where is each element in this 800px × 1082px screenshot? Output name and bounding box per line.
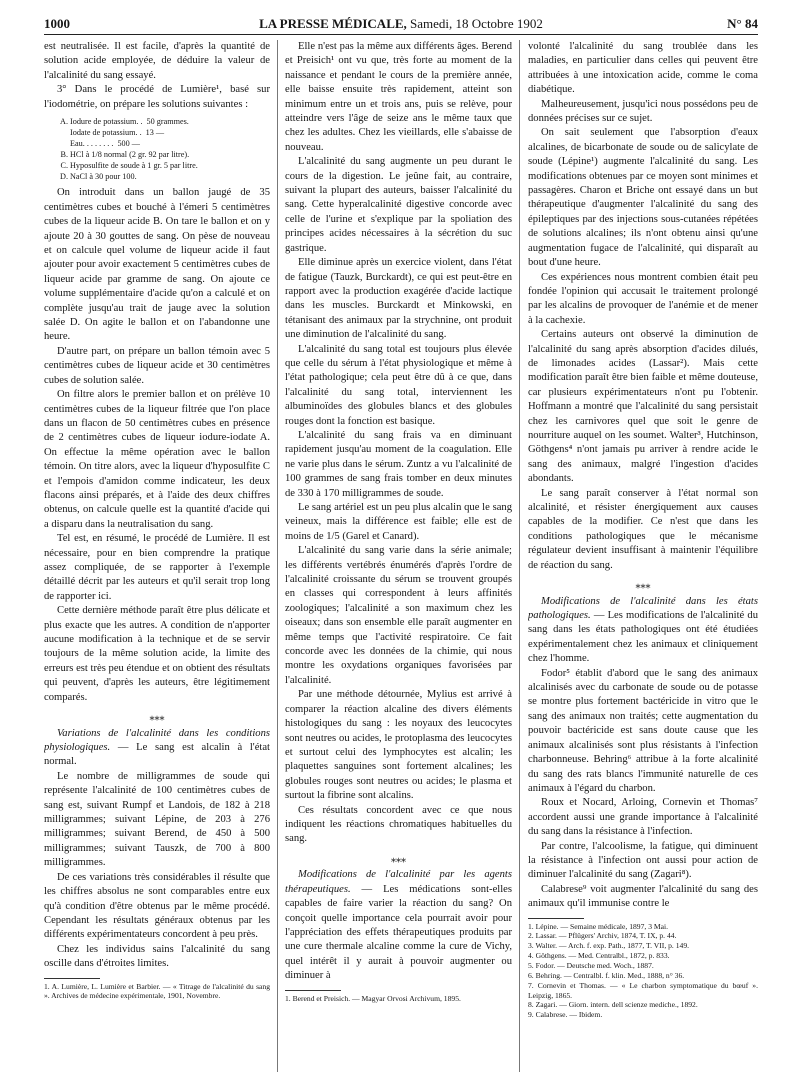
journal-title-line xyxy=(44,16,758,32)
footnote: 9. Calabrese. — Ibidem. xyxy=(528,1010,603,1020)
paragraph: On filtre alors le premier ballon et on prélève 10 centimètres cubes de la liqueur filtrée que l'on place dans un flacon de 50 centimètres cubes en présence de 2 centimètres cubes de liqueur iodure-iodate A. On effectue la même opération avec le ballon témoin. On titre alors, avec la liqueur d'hyposulfite C et l'empois d'amidon comme indicateur, les deux flacons ainsi préparés, et à l'aide des deux chiffres obtenus, on calcule quelle est la quantité d'acide qui a disparu dans la neutralisation du sang. xyxy=(44,389,270,530)
paragraph: 3° Dans le procédé de Lumière¹, basé sur l'iodométrie, on prépare les solutions suivantes : xyxy=(44,84,270,110)
paragraph: Elle diminue après un exercice violent, dans l'état de fatigue (Tauzk, Burckardt), ce qui est peut-être en rapport avec la production exagérée d'acide lactique dans les muscles. Burckardt et Minkowski, en tétanisant des animaux par la strychnine, ont produit une diminution de l'alcalinité du sang. xyxy=(285,257,512,341)
paragraph: Malheureusement, jusqu'ici nous possédons peu de données précises sur ce sujet. xyxy=(528,98,758,125)
page-header xyxy=(44,12,758,34)
section-separator: ⁎⁎⁎ xyxy=(635,580,651,592)
column-divider xyxy=(519,40,520,1072)
paragraph: Chez les individus sains l'alcalinité du sang oscille dans d'étroites limites. xyxy=(44,943,270,970)
footnote: 2. Lassar. — Pflügers' Archiv, 1874, T. IX, p. 44. xyxy=(528,931,677,941)
recipe-line: NaCl à 30 pour 100. xyxy=(70,172,137,182)
paragraph: Tel est, en résumé, le procédé de Lumière. Il est nécessaire, pour en bien comprendre la pratique assez compliquée, de se rapporter à l'exemple détaillé décrit par les auteurs et qu'il serait trop long de rapporter ici. xyxy=(44,533,270,602)
paragraph: Fodor⁵ établit d'abord que le sang des animaux alcalinisés avec du carbonate de soude ou de potasse se montre plus fortement bactéricide in vitro que le sang des animaux non traités; cette augmentation du pouvoir bactéricide est sans doute cause que les animaux alcalinisés sont plus résistants à l'infection charbonneuse. Behring⁶ attribue à la forte alcalinité du sang des rats blancs l'immunité naturelle de ces animaux à l'égard du charbon. xyxy=(528,667,758,794)
paragraph: Le nombre de milligrammes de soude qui représente l'alcalinité de 100 centimètres cubes de sang est, suivant Rumpf et Landois, de 182 à 218 milligrammes; suivant Lépine, de 203 à 276 milligrammes; suivant Berend, de 450 à 500 milligrammes; suivant Tauszk, de 700 à 800 milligrammes. xyxy=(44,770,270,869)
recipe-label xyxy=(54,138,68,149)
paragraph: Cette dernière méthode paraît être plus délicate et plus exacte que les autres. A condition de n'apporter aucune modification à la technique et de se servir toujours de la même solution acide, la limite des erreurs est très peu étendue et on obtient des résultats qui peuvent, d'après les auteurs, être légitimement comparés. xyxy=(44,605,270,703)
header-rule xyxy=(44,34,758,35)
issue-number: N° 84 xyxy=(727,16,758,31)
paragraph: Le sang artériel est un peu plus alcalin que le sang veineux, mais la différence est faible; elle est de moins de 1/5 (Garel et Canard). xyxy=(285,502,512,542)
footnote: 4. Göthgens. — Med. Centralbl., 1872, p. 833. xyxy=(528,951,670,961)
footnotes xyxy=(285,994,512,1004)
footnote: 1. A. Lumière, L. Lumière et Barbier. — « Titrage de l'alcalinité du sang ». Archives de médecine expérimentale, 1901, Novembre. xyxy=(44,981,270,1001)
recipe-line: HCl à 1/8 normal (2 gr. 92 par litre). xyxy=(70,150,190,160)
recipe-label: B. xyxy=(60,150,68,160)
paragraph: On sait seulement que l'absorption d'eaux alcalines, de bicarbonate de soude ou de salicylate de soude (Lépine¹) augmente l'alcalinité du sang. Les modifications obtenues par ce moyen sont minimes et passagères. Charon et Briche ont essayé dans un but thérapeutique d'augmenter l'alcalinité du sang des épileptiques par des injections sous-cutanées répétées de solutions alcalines; ils n'ont obtenu ainsi qu'une augmentation fugace de l'alcalinité, qui disparaît au bout d'une heure. xyxy=(528,127,758,269)
paragraph: Elle n'est pas la même aux différents âges. Berend et Preisich¹ ont vu que, très forte au moment de la naissance et pendant le cours de la première année, elle baisse ensuite très rapidement, atteint son minimum entre un et trois ans, puis se relève, pour atteindre vers l'âge de seize ans le même taux que chez les adultes. Chez les vieillards, elle s'abaisse de nouveau. xyxy=(285,41,512,153)
paragraph: Ces résultats concordent avec ce que nous indiquent les réactions chromatiques habituelles du sang. xyxy=(285,804,512,845)
paragraph: L'alcalinité du sang augmente un peu durant le cours de la digestion. Le jeûne fait, au contraire, suivant la plupart des auteurs, baisser l'alcalinité du sang. Cette hyperalcalinité digestive concorde avec celle de l'urine et s'explique par la spoliation des principes acides nécessaires à la sécrétion du suc gastrique. xyxy=(285,156,512,254)
footnote-rule xyxy=(528,918,584,919)
paragraph: On introduit dans un ballon jaugé de 35 centimètres cubes et bouché à l'émeri 5 centimètres cubes de la liqueur acide B. On tare le ballon et on y ajoute 20 à 30 gouttes de sang. On pèse de nouveau et on calcule quel volume de liqueur acide il faut ajouter pour avoir exactement 5 centimètres cubes de liqueur acide par gramme de sang. On ajoute ce volume supplémentaire d'acide qu'on a calculé et on complète jusqu'au trait de jauge avec la solution salée D. On agite le ballon et on l'abandonne une heure. xyxy=(44,187,270,343)
journal-title: LA PRESSE MÉDICALE, xyxy=(259,16,407,31)
paragraph: volonté l'alcalinité du sang troublée dans les maladies, en particulier dans celles qui peuvent être attribuées à une intoxication acide, comme le coma diabétique. xyxy=(528,41,758,96)
paragraph: D'autre part, on prépare un ballon témoin avec 5 centimètres cubes de liqueur acide et 30 centimètres cubes de solution salée. xyxy=(44,345,270,386)
footnote-rule xyxy=(44,978,100,979)
footnote: 6. Behring. — Centralbl. f. klin. Med., 1888, n° 36. xyxy=(528,970,685,980)
column-divider xyxy=(277,40,278,1072)
column-3 xyxy=(528,40,758,1072)
page-number: 1000 xyxy=(44,16,70,31)
issue-date: Samedi, 18 Octobre 1902 xyxy=(410,16,543,31)
section-separator: ⁎⁎⁎ xyxy=(149,712,165,724)
footnotes xyxy=(44,982,270,1002)
section-title: Variations de l'alcalinité dans les conditions physiologiques. xyxy=(44,727,270,754)
footnote-rule xyxy=(285,990,341,991)
footnote: 5. Fodor. — Deutsche med. Woch., 1887. xyxy=(528,961,654,970)
paragraph: Calabrese⁹ voit augmenter l'alcalinité du sang des animaux qu'il immunise contre le xyxy=(528,883,758,910)
footnote: 8. Zagari. — Giorn. intern. dell scienze mediche., 1892. xyxy=(528,1000,698,1010)
paragraph: est neutralisée. Il est facile, d'après la quantité de solution acide employée, de déduire la valeur de l'alcalinité du sang essayé. xyxy=(44,41,270,81)
paragraph: L'alcalinité du sang total est toujours plus élevée que celle du sérum à l'état physiologique et même à l'état pathologique; cela peut être dû à ce que, dans l'alcalinité du sang total, interviennent les albuminoïdes des globules blancs et des globules rouges dont la fonction est basique. xyxy=(285,343,512,427)
paragraph: Par une méthode détournée, Mylius est arrivé à comparer la réaction alcaline des divers éléments histologiques du sang : les noyaux des leucocytes sont neutres ou acides, le protoplasma des leucocytes et surtout celui des lymphocytes est alcalin; les plaquettes sanguines sont fortement alcalines; les globules rouges sont neutres ou acides; le plasma et surtout la fibrine sont alcalins. xyxy=(285,689,512,802)
paragraph: Ces expériences nous montrent combien était peu fondée l'opinion qui accusait le traitement prolongé par les alcalins de provoquer de l'anémie et de mener à la cachexie. xyxy=(528,271,758,326)
section-heading-paragraph: Modifications de l'alcalinité par les agents thérapeutiques. — Les médications sont-elles capables de faire varier la réaction du sang? On conçoit quelle importance cela pourrait avoir pour l'appréciation des effets thérapeutiques produits par une cure thermale alcaline comme la cure de Vichy, quel intérêt il y aurait à pouvoir augmenter ou diminuer à xyxy=(285,869,512,982)
recipe-label xyxy=(54,127,68,138)
recipe-label: A. xyxy=(60,117,68,127)
section-title: Modifications de l'alcalinité par les agents thérapeutiques. xyxy=(285,869,512,895)
paragraph: De ces variations très considérables il résulte que les chiffres absolus ne sont comparables entre eux qu'à condition d'être obtenus par le même procédé. Cependant les résultats généraux obtenus par les différents expérimentateurs concordent à peu près. xyxy=(44,871,270,941)
recipe-label: D. xyxy=(60,172,68,182)
recipe-line: Iodure de potassium. . 50 grammes. xyxy=(70,117,189,127)
section-separator: ⁎⁎⁎ xyxy=(391,853,406,865)
footnote: 3. Walter. — Arch. f. exp. Path., 1877, T. VII, p. 149. xyxy=(528,941,690,951)
footnote: 1. Berend et Preisich. — Magyar Orvosi Archivum, 1895. xyxy=(285,993,461,1003)
paragraph: L'alcalinité du sang varie dans la série animale; les différents vertébrés énumérés d'après l'ordre de l'alcalinité croissante du sérum se trouvent groupés en classes qui correspondent à leurs affinités zoologiques; l'alcalinité a son maximum chez les oiseaux; dans son ensemble elle paraît augmenter en même temps que l'activité respiratoire. Ce fait concorde avec les données de la chimie, qui nous montre les oxydations organiques favorisées par l'alcalinité. xyxy=(285,545,512,686)
paragraph: Certains auteurs ont observé la diminution de l'alcalinité du sang après absorption d'acides dilués, de limonades acides (Lassar²). Mais cette modification paraît être bien faible et même douteuse, car plusieurs expérimentateurs n'ont pu l'obtenir. Hoffmann a montré que l'alcalinité du sang persistait chez les carnivores quel que soit le genre de nourriture auquel on les soumet. Walter³, Hutchinson, Göthgens⁴ n'ont jamais pu arriver à rendre acide le sang des animaux, malgré l'ingestion d'acides abondants. xyxy=(528,329,758,485)
footnotes xyxy=(528,922,758,1021)
paragraph: Roux et Nocard, Arloing, Cornevin et Thomas⁷ accordent aussi une grande importance à l'alcalinité du sang dans la résistance à l'infection. xyxy=(528,797,758,838)
paragraph: Le sang paraît conserver à l'état normal son alcalinité, et résister énergiquement aux causes capables de la modifier. Ce n'est que dans les conditions pathologiques que le mécanisme régulateur devient insuffisant à maintenir l'équilibre de réaction du sang. xyxy=(528,487,758,571)
solution-recipe xyxy=(54,116,270,182)
recipe-label: C. xyxy=(60,161,68,171)
recipe-line: Eau. . . . . . . . 500 — xyxy=(70,139,140,149)
footnote: 7. Cornevin et Thomas. — « Le charbon symptomatique du bœuf ». Leipzig, 1865. xyxy=(528,980,758,1000)
column-2 xyxy=(285,40,512,1072)
paragraph: L'alcalinité du sang frais va en diminuant rapidement jusqu'au moment de la coagulation. Elle ne varie plus dans le sérum. Zuntz a vu l'alcalinité de 100 grammes de sang frais tomber en deux minutes de 330 à 170 milligrammes de soude. xyxy=(285,429,512,499)
section-title: Modifications de l'alcalinité dans les états pathologiques. xyxy=(528,595,758,622)
section-heading-paragraph: Modifications de l'alcalinité dans les états pathologiques. — Les modifications de l'alcalinité du sang dans les états pathologiques ont été étudiées expérimentalement chez les animaux et cliniquement chez l'homme. xyxy=(528,595,758,665)
footnote: 1. Lépine. — Semaine médicale, 1897, 3 Mai. xyxy=(528,921,669,931)
recipe-line: Hyposulfite de soude à 1 gr. 5 par litre. xyxy=(70,161,198,171)
recipe-line: Iodate de potassium. . 13 — xyxy=(70,128,165,138)
paragraph: Par contre, l'alcoolisme, la fatigue, qui diminuent la résistance à l'infection ont aussi pour action de diminuer l'alcalinité du sang (Zagari⁸). xyxy=(528,840,758,881)
column-1 xyxy=(44,40,270,1072)
section-heading-paragraph: Variations de l'alcalinité dans les conditions physiologiques. — Le sang est alcalin à l'état normal. xyxy=(44,727,270,768)
